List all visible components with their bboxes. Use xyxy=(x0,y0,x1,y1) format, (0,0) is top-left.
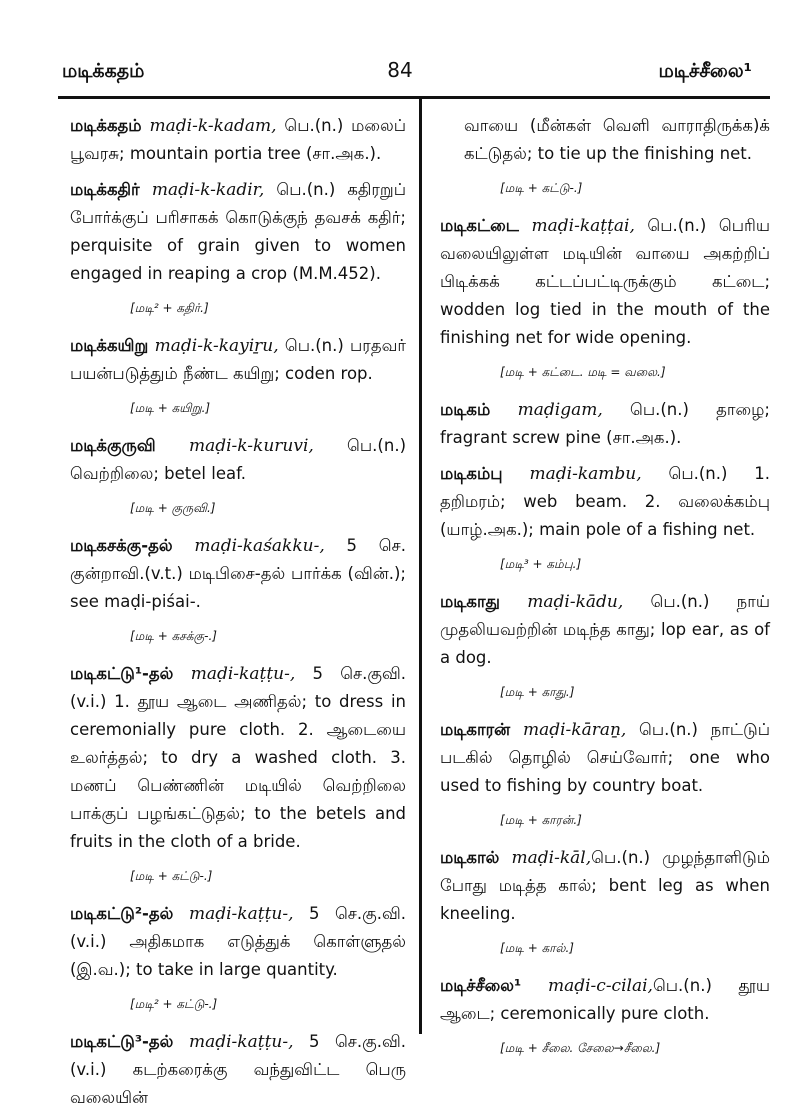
entry-definition: பெ.(n.) 1. தறிமரம்; web beam. 2. வலைக்கம்பு (யாழ்.அக.); main pole of a fishing net. xyxy=(440,464,770,539)
entry-headword: மடிகாது xyxy=(440,592,500,611)
entry-transliteration: maḍi-k-kadir, xyxy=(139,180,265,200)
right-column xyxy=(440,112,770,1072)
entry-headword: மடிகம்பு xyxy=(440,464,503,483)
entry-headword: மடிக்கதிர் xyxy=(70,180,140,199)
dictionary-entry xyxy=(440,460,770,544)
entry-transliteration: maḍi-kaṭṭu-, xyxy=(173,904,294,924)
entry-definition: பெ.(n.) வெற்றிலை; betel leaf. xyxy=(70,436,406,483)
entry-headword: மடிகட்டு²-தல் xyxy=(70,904,174,923)
entry-etymology: [மடி + காது.] xyxy=(500,685,575,699)
entry-definition: பெ.(n.) பெரிய வலையிலுள்ள மடியின் வாயை அகற்றிப் பிடிக்கக் கட்டப்பட்டிருக்கும் கட்டை; wodden log tied in the mouth of the finishing net for wide opening. xyxy=(440,216,770,347)
entry-headword: மடிகட்டு³-தல் xyxy=(70,1032,174,1051)
entry-etymology: [மடி² + கட்டு-.] xyxy=(130,997,218,1011)
dictionary-entry xyxy=(440,716,770,800)
running-head-left: மடிக்கதம் xyxy=(62,60,145,82)
entry-definition: பெ.(n.) தூய ஆடை; ceremonically pure cloth. xyxy=(440,976,770,1023)
entry-transliteration: maḍi-kaṭṭai, xyxy=(518,216,635,236)
dictionary-entry xyxy=(70,660,406,856)
entry-transliteration: maḍi-c-cilai, xyxy=(521,976,653,996)
dictionary-entry xyxy=(440,972,770,1028)
entry-etymology: [மடி + குருவி.] xyxy=(130,501,216,515)
entry-etymology: [மடி + கட்டு-.] xyxy=(500,181,583,195)
entry-transliteration: maḍi-kaṭṭu-, xyxy=(173,1032,294,1052)
entry-etymology: [மடி³ + கம்பு.] xyxy=(500,557,582,571)
entry-definition: பெ.(n.) தாழை; fragrant screw pine (சா.அக.). xyxy=(440,400,770,447)
left-column xyxy=(70,112,406,1120)
entry-definition: பெ.(n.) மலைப் பூவரசு; mountain portia tree (சா.அக.). xyxy=(70,116,406,163)
entry-headword: மடிகம் xyxy=(440,400,491,419)
entry-transliteration: maḍi-kāraṉ, xyxy=(510,720,627,740)
dictionary-entry xyxy=(70,1028,406,1112)
entry-transliteration: maḍi-kaśakku-, xyxy=(172,536,325,556)
entry-transliteration: maḍi-kādu, xyxy=(499,592,624,612)
dictionary-entry xyxy=(440,588,770,672)
entry-definition: 5 செ.கு.வி. (v.i.) கடற்கரைக்கு வந்துவிட்ட பெரு வலையின் xyxy=(70,1032,406,1107)
entry-continuation: வாயை (மீன்கள் வெளி வாராதிருக்க)க் கட்டுதல்; to tie up the finishing net. xyxy=(464,116,770,163)
dictionary-entry xyxy=(70,432,406,488)
continued-entry xyxy=(440,112,770,168)
entry-headword: மடிகாரன் xyxy=(440,720,511,739)
entry-transliteration: maḍi-kambu, xyxy=(502,464,642,484)
entry-etymology: [மடி + கயிறு.] xyxy=(130,401,211,415)
page-number: 84 xyxy=(387,58,413,82)
dictionary-entry xyxy=(440,396,770,452)
dictionary-entry xyxy=(70,332,406,388)
entry-headword: மடிகசக்கு-தல் xyxy=(70,536,173,555)
right-entries xyxy=(440,212,770,1058)
entry-transliteration: maḍi-kāl, xyxy=(499,848,592,868)
entry-etymology: [மடி² + கதிர்.] xyxy=(130,301,209,315)
entry-definition: 5 செ.கு.வி. (v.i.) அதிகமாக எடுத்துக் கொள்ளுதல் (இ.வ.); to take in large quantity. xyxy=(70,904,406,979)
entry-definition: பெ.(n.) முழந்தாளிடும் போது மடித்த கால்; bent leg as when kneeling. xyxy=(440,848,770,923)
entry-transliteration: maḍigam, xyxy=(490,400,603,420)
entry-transliteration: maḍi-k-kayiṟu, xyxy=(148,336,279,356)
entry-headword: மடிக்கயிறு xyxy=(70,336,149,355)
entry-etymology: [மடி + சீலை. சேலை→சீலை.] xyxy=(500,1041,661,1055)
entry-transliteration: maḍi-k-kadam, xyxy=(141,116,277,136)
entry-definition: பெ.(n.) நாட்டுப் படகில் தொழில் செய்வோர்; one who used to fishing by country boat. xyxy=(440,720,770,795)
entry-headword: மடிக்கதம் xyxy=(70,116,142,135)
running-head-right: மடிச்சீலை¹ xyxy=(658,60,752,82)
dictionary-entry xyxy=(70,532,406,616)
entry-etymology: [மடி + கட்டு-.] xyxy=(130,869,213,883)
dictionary-entry xyxy=(440,212,770,352)
header-rule xyxy=(58,96,770,99)
dictionary-entry xyxy=(440,844,770,928)
entry-etymology: [மடி + கால்.] xyxy=(500,941,574,955)
dictionary-entry xyxy=(70,112,406,168)
entry-definition: 5 செ. குன்றாவி.(v.t.) மடிபிசை-தல் பார்க்க (வின்.); see maḍi-piśai-. xyxy=(70,536,406,611)
entry-transliteration: maḍi-kaṭṭu-, xyxy=(173,664,296,684)
column-divider xyxy=(419,96,422,1034)
entry-headword: மடிகட்டை xyxy=(440,216,519,235)
entry-headword: மடிக்குருவி xyxy=(70,436,156,455)
entry-definition: பெ.(n.) நாய் முதலியவற்றின் மடிந்த காது; lop ear, as of a dog. xyxy=(440,592,770,667)
entry-definition: பெ.(n.) கதிரறுப் போர்க்குப் பரிசாகக் கொடுக்குந் தவசக் கதிர்; perquisite of grain given to women engaged in reaping a crop (M.M.452). xyxy=(70,180,406,283)
entry-headword: மடிகால் xyxy=(440,848,500,867)
entry-etymology: [மடி + காரன்.] xyxy=(500,813,582,827)
entry-headword: மடிச்சீலை¹ xyxy=(440,976,522,995)
dictionary-entry xyxy=(70,900,406,984)
entry-transliteration: maḍi-k-kuruvi, xyxy=(155,436,314,456)
entry-etymology: [மடி + கட்டை. மடி = வலை.] xyxy=(500,365,666,379)
entry-definition: பெ.(n.) பரதவர் பயன்படுத்தும் நீண்ட கயிறு; coden rop. xyxy=(70,336,406,383)
dictionary-entry xyxy=(70,176,406,288)
entry-headword: மடிகட்டு¹-தல் xyxy=(70,664,174,683)
entry-etymology: [மடி + கசக்கு-.] xyxy=(130,629,217,643)
entry-definition: 5 செ.குவி.(v.i.) 1. தூய ஆடை அணிதல்; to dress in ceremonially pure cloth. 2. ஆடையை உலர்த்தல்; to dry a washed cloth. 3. மணப் பெண்ணின் மடியில் வெற்றிலை பாக்குப் பழங்கட்டுதல்; to the betels and fruits in the cloth of a bride. xyxy=(70,664,407,851)
